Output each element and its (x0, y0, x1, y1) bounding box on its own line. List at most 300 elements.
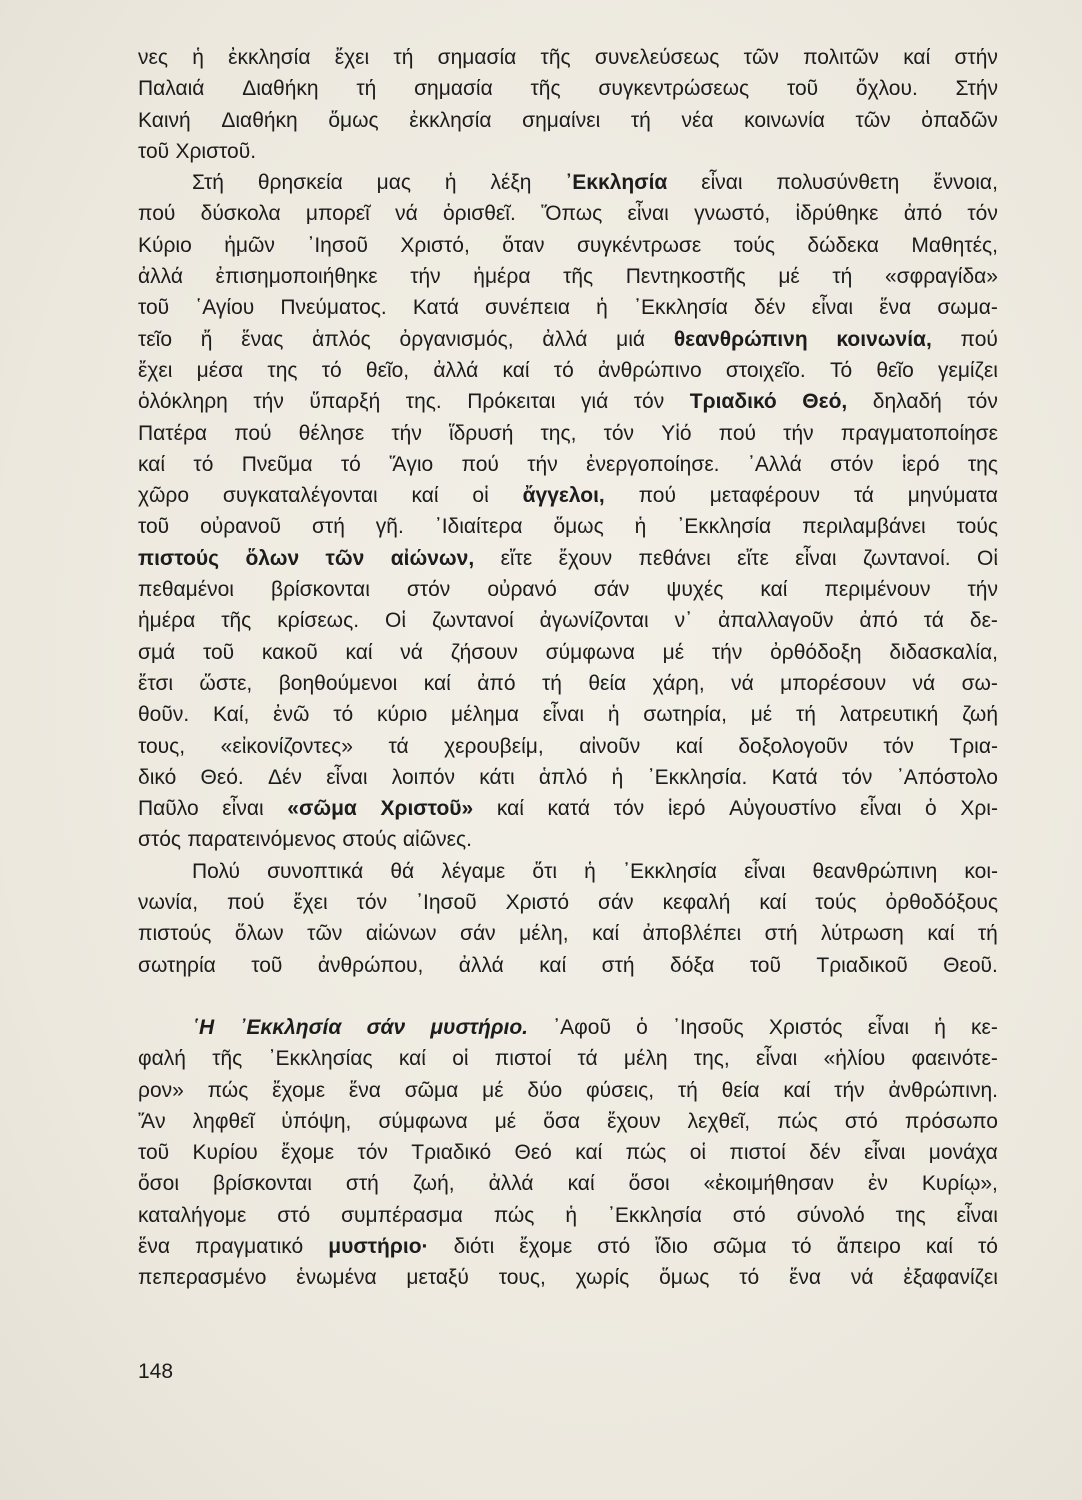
word: σω- (961, 671, 998, 695)
word: Παλαιά (138, 77, 205, 101)
word: χωρίς (575, 1266, 630, 1290)
word: πεθαμένοι (138, 578, 234, 602)
word: διότι (453, 1234, 495, 1258)
word: ἐκκλησία (409, 108, 492, 132)
word: ἀλλά (542, 327, 588, 351)
text-line (138, 449, 998, 480)
word: τῶν (307, 922, 343, 946)
word: οὐρανοῦ (200, 515, 282, 539)
word: κοινωνία (744, 108, 825, 132)
word: πεπερασμένο (138, 1266, 267, 1290)
word: καί (423, 671, 451, 695)
word: δοξολογοῦν (738, 734, 848, 758)
word: τό (739, 1266, 760, 1290)
word: φαλή (138, 1047, 186, 1071)
word: οἱ (472, 484, 489, 508)
emphasized-word: Θεό, (802, 390, 848, 414)
word: μέσα (196, 358, 244, 382)
word: τους, (138, 734, 186, 758)
text-line (138, 73, 998, 104)
word: ὅμως (659, 1266, 710, 1290)
text-line (138, 699, 998, 730)
word: ᾿Απόστολο (896, 765, 998, 789)
word: τους, (498, 1266, 546, 1290)
text-line (138, 480, 998, 511)
word: τή (356, 77, 377, 101)
text-line (138, 887, 998, 918)
word: ἔχομε (272, 1078, 326, 1102)
word: Μαθητές, (911, 233, 998, 257)
word: Πεντηκοστῆς (625, 265, 746, 289)
word: τό (321, 358, 342, 382)
word: μέ (662, 640, 685, 664)
word: συγκέντρωσε (576, 233, 702, 257)
word: τοῦ (202, 640, 235, 664)
word: Τριαδικό (411, 1141, 492, 1165)
word: ἀγωνίζονται (539, 609, 649, 633)
word: ἔχει (293, 891, 328, 915)
word: αἰώνων (365, 922, 437, 946)
word: ὕπαρξή (309, 390, 381, 414)
word: συγκεντρώσεως (598, 77, 750, 101)
word: μέλη (623, 1047, 668, 1071)
word: στό (597, 1234, 631, 1258)
text-line (138, 605, 998, 636)
word: Κύριο (138, 233, 192, 257)
word: μιά (616, 327, 646, 351)
word: ὅσοι (628, 1172, 670, 1196)
word: της (967, 452, 998, 476)
emphasized-word: πιστούς (138, 546, 220, 570)
word: ᾿Εκκλησία (622, 859, 717, 883)
word: ᾿Εκκλησία (677, 515, 772, 539)
word: σωτηρία, (643, 703, 727, 727)
word: σύμφωνα (378, 1109, 468, 1133)
word: ᾿Ιησοῦς (672, 1015, 744, 1039)
word: τά (853, 484, 874, 508)
word: εἴτε (500, 546, 533, 570)
word: ἐπισημοποιήθηκε (215, 265, 378, 289)
word: τούς (956, 515, 998, 539)
word: ὅτι (532, 859, 558, 883)
word: τοῦ (138, 1141, 170, 1165)
text-line (138, 856, 998, 887)
word: σημαίνει (522, 108, 601, 132)
word: πεθάνει (638, 546, 711, 570)
paragraph-gap (138, 981, 998, 1012)
text-line (138, 511, 998, 542)
word: τόν (356, 891, 388, 915)
word: στό (732, 1203, 766, 1227)
word: πιστοί (494, 1047, 552, 1071)
word: ἀλλά (488, 1172, 534, 1196)
word: δύο (527, 1078, 563, 1102)
word: ἴδιο (655, 1234, 688, 1258)
word: Κυρίου (192, 1141, 258, 1165)
word: μέλημα (451, 703, 519, 727)
word: μέ (494, 1109, 517, 1133)
emphasized-word: θεανθρώπινη (673, 327, 808, 351)
word: εἶναι (755, 1047, 798, 1071)
word: ὀρθόδοξη (770, 640, 862, 664)
word: ἡμέρα (473, 265, 531, 289)
word: τοῦ (786, 77, 819, 101)
text-line (138, 1075, 998, 1106)
text-line (138, 668, 998, 699)
text-line (138, 386, 998, 417)
word: τοῦ (138, 296, 170, 320)
word: τά (388, 734, 409, 758)
emphasized-word: τῶν (325, 546, 365, 570)
word: καί (496, 797, 524, 821)
word: ἡ (584, 859, 596, 883)
word: μέ (778, 265, 800, 289)
word: σάν (593, 578, 630, 602)
word: τή (630, 108, 651, 132)
word: τούς (815, 891, 857, 915)
word: ἐξαφανίζει (903, 1266, 998, 1290)
word: Στή (192, 171, 224, 195)
word: στό (844, 1109, 878, 1133)
word: πρόσωπο (904, 1109, 998, 1133)
word: καί (575, 1141, 603, 1165)
emphasized-word: Τριαδικό (689, 390, 777, 414)
word: ἡ (565, 1203, 577, 1227)
text-line (138, 261, 998, 292)
word: μεταξύ (406, 1266, 469, 1290)
word: ἐνῶ (273, 703, 310, 727)
text-line (138, 1043, 998, 1074)
word: ἕνα (789, 1266, 822, 1290)
word: ὥστε, (199, 671, 253, 695)
word: εἴτε (737, 546, 769, 570)
word: στοιχεῖο. (725, 358, 806, 382)
word: κατά (547, 797, 591, 821)
word: τόν (841, 765, 873, 789)
emphasized-word: ᾿Εκκλησία (239, 1015, 342, 1039)
word: καί (592, 922, 620, 946)
word: καί (759, 891, 787, 915)
word: λεχθεῖ, (687, 1109, 751, 1133)
text-line (138, 292, 998, 323)
word: ληφθεῖ (192, 1109, 255, 1133)
word: αἰῶνες. (402, 828, 472, 852)
word: της, (540, 421, 577, 445)
word: της, (693, 1047, 730, 1071)
word: ρον» (138, 1078, 184, 1102)
word: εἶναι (864, 1141, 906, 1165)
word: καί (411, 484, 439, 508)
word: στός (138, 828, 182, 852)
word: θά (390, 859, 415, 883)
emphasized-word: ῾Η (192, 1015, 215, 1039)
word: Τρια- (949, 734, 998, 758)
word: καταλήγομε (138, 1203, 247, 1227)
text-line (138, 355, 998, 386)
page-number: 148 (138, 1360, 174, 1383)
word: ἐνεργοποίησε. (586, 452, 720, 476)
word: ὁ (636, 1015, 648, 1039)
word: ἐκκλησία (228, 46, 311, 69)
word: περιλαμβάνει (802, 515, 926, 539)
word: στούς (342, 828, 397, 852)
word: ὅσοι (138, 1172, 179, 1196)
word: γνωστό, (694, 202, 771, 226)
word: θεῖο, (365, 358, 410, 382)
word: Αὐγουστίνο (729, 797, 837, 821)
word: κρίσεως. (277, 609, 360, 633)
word: πραγματικό (195, 1234, 304, 1258)
word: ἐν (868, 1172, 888, 1196)
word: ἀνθρώπινο (597, 358, 702, 382)
word: ἡ (596, 296, 608, 320)
word: μπορεῖ (305, 202, 370, 226)
word: τόν (633, 390, 665, 414)
word: θοῦν. (138, 703, 190, 727)
emphasized-word: μυστήριο· (328, 1234, 429, 1258)
word: τῆς (540, 46, 571, 69)
word: χερουβείμ, (444, 734, 544, 758)
word: «εἰκονίζοντες» (220, 734, 353, 758)
word: τά (923, 609, 944, 633)
text-line (138, 198, 998, 229)
word: νά (395, 202, 418, 226)
word: πού (226, 891, 265, 915)
text-line (138, 1012, 998, 1043)
word: τῆς (563, 265, 594, 289)
word: σωτηρία (138, 953, 216, 977)
word: δόξα (670, 953, 715, 977)
word: ᾿Ιησοῦ (416, 891, 477, 915)
word: χάρη, (652, 671, 705, 695)
word: ἔχουν (607, 1109, 661, 1133)
word: βοηθούμενοι (278, 671, 398, 695)
word: τό (977, 1234, 998, 1258)
emphasized-word: σάν (366, 1015, 406, 1039)
word: θεία (588, 671, 627, 695)
text-line (138, 1262, 998, 1293)
word: ὀπαδῶν (921, 108, 998, 132)
word: συνοπτικά (267, 859, 364, 883)
text-line (138, 762, 998, 793)
text-line (138, 105, 998, 136)
word: σμά (138, 640, 176, 664)
word: πώς (625, 1141, 667, 1165)
word: τή (677, 1078, 698, 1102)
word: φαεινότε- (911, 1047, 998, 1071)
word: περιμένουν (824, 578, 931, 602)
word: νά (850, 1266, 874, 1290)
word: πώς (777, 1109, 818, 1133)
word: Χριστός (768, 1015, 843, 1039)
text-line (138, 543, 998, 574)
word: μέ (482, 1078, 504, 1102)
word: δε- (969, 609, 998, 633)
word: στή (764, 922, 798, 946)
word: τῶν (855, 108, 891, 132)
text-line (138, 918, 998, 949)
emphasized-word: «σῶμα (287, 797, 357, 821)
word: τεῖο (138, 327, 173, 351)
word: τή (795, 703, 816, 727)
word: κύριο (376, 703, 428, 727)
word: τόν (613, 797, 645, 821)
word: καί (398, 1047, 426, 1071)
word: σῶμα (404, 1078, 459, 1102)
word: στόν (406, 578, 451, 602)
word: νωνία, (138, 891, 199, 915)
word: ἤ (200, 327, 213, 351)
word: σημασία (437, 46, 517, 69)
word: αἰνοῦν (579, 734, 641, 758)
word: σημασία (414, 77, 493, 101)
word: εἶναι (542, 703, 585, 727)
emphasized-word: ὅλων (245, 546, 300, 570)
word: «σφραγίδα» (884, 265, 998, 289)
word: κάτι (479, 765, 515, 789)
word: Καινή (138, 108, 191, 132)
word: ἔννοια, (933, 171, 998, 195)
word: ἁπλό (538, 765, 588, 789)
word: σάν (459, 922, 496, 946)
word: της. (405, 390, 442, 414)
word: τῶν (743, 46, 779, 69)
word: ᾿Αφοῦ (553, 1015, 611, 1039)
word: ᾿Εκκλησία (607, 1203, 702, 1227)
word: τήν (410, 265, 441, 289)
word: Τριαδικοῦ (816, 953, 908, 977)
word: γεμίζει (937, 358, 998, 382)
word: τόν (883, 734, 914, 758)
word: ὄχλου. (855, 77, 918, 101)
word: ᾿Εκκλησία (633, 296, 728, 320)
word: ὅμως (553, 515, 604, 539)
word: ἱερό (667, 797, 706, 821)
word: ἕνα (879, 296, 912, 320)
word: ἱερό (901, 452, 940, 476)
word: της (267, 358, 298, 382)
word: μας (376, 171, 412, 195)
word: μπορέσουν (780, 671, 887, 695)
word: ὁλόκληρη (138, 390, 228, 414)
word: τά (577, 1047, 598, 1071)
text-line (138, 1168, 998, 1199)
word: τόν (967, 202, 998, 226)
word: Πολύ (192, 859, 240, 883)
word: καί (345, 640, 373, 664)
word: Θεό (514, 1141, 552, 1165)
word: κακοῦ (261, 640, 318, 664)
word: ῾Αγίου (195, 296, 255, 320)
word: εἶναι (744, 859, 786, 883)
word: Χρι- (960, 797, 998, 821)
text-line (138, 1106, 998, 1137)
word: λέξη (490, 171, 532, 195)
word: πιστοί (729, 1141, 786, 1165)
word: ᾿Αλλά (747, 452, 802, 476)
word: τοῦ (749, 953, 781, 977)
word: μηνύματα (907, 484, 998, 508)
word: ζωή, (412, 1172, 455, 1196)
word: ὀργανισμός, (399, 327, 514, 351)
word: συμπέρασμα (341, 1203, 463, 1227)
word: σάν (598, 891, 634, 915)
word: στή (311, 515, 345, 539)
word: πού (960, 327, 998, 351)
word: καί (675, 734, 703, 758)
text-line (138, 418, 998, 449)
word: ζωντανοί (431, 609, 514, 633)
word: ὁρισθεῖ. (443, 202, 516, 226)
word: ἡ (607, 703, 620, 727)
word: ὅμως (328, 108, 379, 132)
word: ᾿Ιδιαίτερα (434, 515, 523, 539)
word: Κατά (412, 296, 459, 320)
word: ἕνα (138, 1234, 171, 1258)
word: ψυχές (666, 578, 724, 602)
word: καί (567, 1172, 595, 1196)
word: ὀρθοδόξους (885, 891, 998, 915)
word: νά (731, 671, 754, 695)
word: τό (193, 452, 214, 476)
word: σύνολό (796, 1203, 865, 1227)
word: «ἡλίου (823, 1047, 886, 1071)
word: ὅταν (502, 233, 545, 257)
word: δικό (138, 765, 177, 789)
word: γιά (580, 390, 609, 414)
word: Στήν (955, 77, 998, 101)
word: πολυσύνθετη (776, 171, 900, 195)
word: στό (277, 1203, 311, 1227)
word: εἶναι (860, 797, 902, 821)
word: τή (541, 671, 562, 695)
word: ἀπό (477, 671, 516, 695)
word: Οἱ (385, 609, 406, 633)
word: τό (791, 1234, 812, 1258)
word: εἶναι (867, 1015, 910, 1039)
word: οἱ (689, 1141, 707, 1165)
word: τούς (733, 233, 775, 257)
word: ἔχει (334, 46, 370, 69)
word: δέν (754, 296, 786, 320)
word: ἡμέρα (138, 609, 196, 633)
word: ἡ (634, 515, 647, 539)
text-line (138, 793, 998, 824)
word: ἔχουν (558, 546, 613, 570)
word: θρησκεία (257, 171, 343, 195)
word: μέ (750, 703, 773, 727)
word: διδασκαλία, (889, 640, 998, 664)
word: Διαθήκη (221, 108, 298, 132)
word: Υἱό (661, 421, 692, 445)
word: Πνεῦμα (241, 452, 313, 476)
word: κοι- (964, 859, 998, 883)
emphasized-word: μυστήριο. (430, 1015, 528, 1039)
emphasized-word: ᾿Εκκλησία (565, 171, 668, 195)
word: Πρόκειται (467, 390, 556, 414)
word: δύσκολα (200, 202, 281, 226)
word: βρίσκονται (213, 1172, 312, 1196)
word: τόν (967, 390, 998, 414)
word: τή (393, 46, 414, 69)
word: εἶναι (956, 1203, 998, 1227)
word: καί (138, 452, 166, 476)
word: μεταφέρουν (709, 484, 820, 508)
word: ὁ (925, 797, 937, 821)
word: Πατέρα (138, 421, 208, 445)
body-text (138, 42, 998, 1294)
word: λέγαμε (441, 859, 506, 883)
